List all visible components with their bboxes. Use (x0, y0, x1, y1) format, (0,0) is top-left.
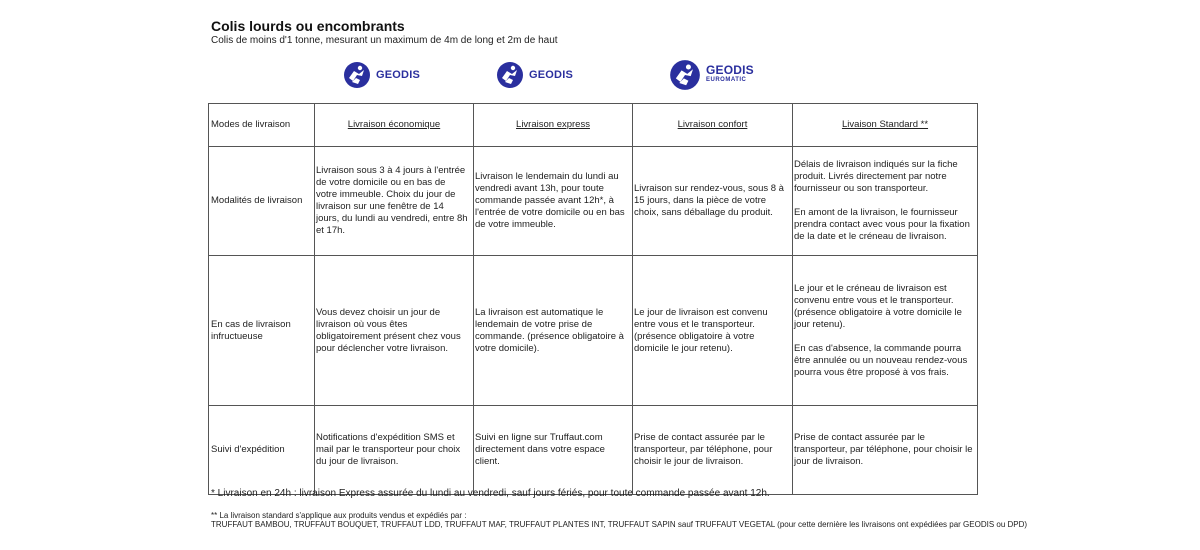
cell-text: Livraison le lendemain du lundi au vendredi avant 13h, pour toute commande passée avant 12h*, à l'entrée de votre domicile ou en bas de votre immeuble. (475, 171, 625, 230)
logo-wordmark: GEODIS (376, 69, 420, 81)
geodis-emblem-icon (496, 61, 524, 89)
page-subtitle: Colis de moins d'1 tonne, mesurant un maximum de 4m de long et 2m de haut (211, 35, 558, 46)
table-cell (793, 256, 978, 406)
row-label: En cas de livraison infructueuse (209, 256, 315, 406)
table-row (209, 256, 978, 406)
table-header-row (209, 104, 978, 147)
cell-text: En amont de la livraison, le fournisseur prendra contact avec vous pour la fixation de la date et le créneau de livraison. (794, 207, 970, 242)
row-label: Modalités de livraison (209, 147, 315, 256)
standard-footnote-brands: TRUFFAUT BAMBOU, TRUFFAUT BOUQUET, TRUFFAUT LDD, TRUFFAUT MAF, TRUFFAUT PLANTES INT, TRUFFAUT SAPIN sauf TRUFFAUT VEGETAL (pour cette dernière les livraisons ont expédiées par GEODIS ou DPD) (211, 520, 1028, 529)
cell-text: Prise de contact assurée par le transporteur, par téléphone, pour choisir le jour de livraison. (794, 432, 973, 467)
logo-subname: EUROMATIC (706, 77, 747, 83)
logo-wordmark: GEODIS (529, 69, 573, 81)
cell-text: Suivi en ligne sur Truffaut.com directement dans votre espace client. (475, 432, 605, 467)
geodis-euromatic-logo (669, 58, 754, 92)
table-cell (793, 147, 978, 256)
column-header-label: Livraison confort (677, 119, 748, 130)
table-cell (474, 256, 633, 406)
table-row (209, 406, 978, 495)
geodis-emblem-icon (669, 59, 701, 91)
column-header-label: Livraison économique (347, 119, 441, 130)
table-cell (633, 406, 793, 495)
geodis-logo (343, 58, 420, 92)
column-header (315, 104, 474, 147)
cell-text: Vous devez choisir un jour de livraison où vous êtes obligatoirement présent chez vous pour déclencher votre livraison. (316, 306, 461, 354)
express-footnote: * Livraison en 24h : livraison Express assurée du lundi au vendredi, sauf jours fériés, pour toute commande passée avant 12h. (211, 488, 770, 499)
column-header-label: Livraison express (516, 119, 590, 130)
cell-text: En cas d'absence, la commande pourra être annulée ou un nouveau rendez-vous pourra vous être proposé à vos frais. (794, 342, 968, 378)
column-header-label: Livaison Standard ** (841, 119, 929, 130)
row-label: Suivi d'expédition (209, 406, 315, 495)
column-header (474, 104, 633, 147)
geodis-logo (496, 58, 573, 92)
table-cell (474, 406, 633, 495)
standard-footnote-intro: ** La livraison standard s'applique aux produits vendus et expédiés par : (211, 511, 467, 520)
cell-text: Livraison sous 3 à 4 jours à l'entrée de votre domicile ou en bas de votre immeuble. Choix du jour de livraison sur une fenêtre de 14 jours, du lundi au vendredi, entre 8h et 17h. (316, 165, 468, 236)
table-cell (315, 406, 474, 495)
table-cell (315, 147, 474, 256)
table-cell (474, 147, 633, 256)
table-cell (793, 406, 978, 495)
cell-text: La livraison est automatique le lendemain de votre prise de commande. (présence obligatoire à votre domicile). (475, 306, 624, 354)
cell-text: Livraison sur rendez-vous, sous 8 à 15 jours, dans la pièce de votre choix, sans déballage du produit. (634, 183, 784, 218)
geodis-emblem-icon (343, 61, 371, 89)
cell-text: Notifications d'expédition SMS et mail par le transporteur pour choix du jour de livraison. (316, 432, 461, 467)
table-cell (315, 256, 474, 406)
cell-text: Le jour et le créneau de livraison est convenu entre vous et le transporteur. (présence obligatoire à votre domicile le jour retenu). (794, 282, 962, 330)
table-row (209, 147, 978, 256)
row-header-label: Modes de livraison (209, 104, 315, 147)
table-cell (633, 256, 793, 406)
cell-text: Le jour de livraison est convenu entre vous et le transporteur. (présence obligatoire à votre domicile le jour retenu). (634, 306, 768, 354)
cell-text: Prise de contact assurée par le transporteur, par téléphone, pour choisir le jour de livraison. (634, 432, 773, 467)
column-header (793, 104, 978, 147)
column-header (633, 104, 793, 147)
page-title: Colis lourds ou encombrants (211, 18, 405, 34)
delivery-modes-table (208, 103, 978, 495)
cell-text: Délais de livraison indiqués sur la fiche produit. Livrés directement par notre fournisseur ou son transporteur. (794, 159, 958, 194)
table-cell (633, 147, 793, 256)
logo-name: GEODIS (706, 63, 754, 77)
logo-wordmark (706, 65, 754, 85)
